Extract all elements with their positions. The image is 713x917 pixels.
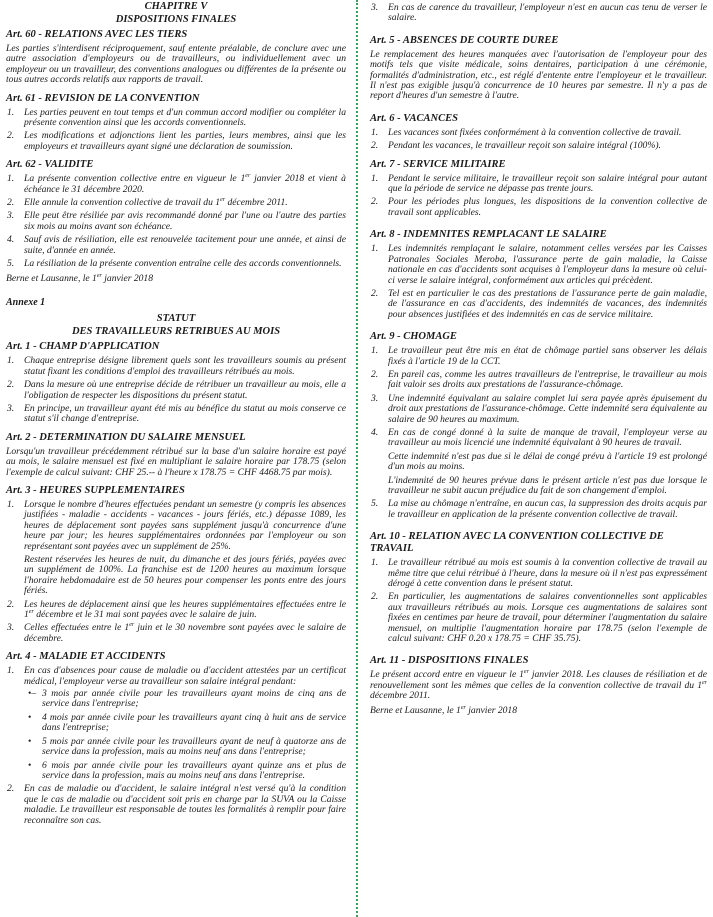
list-item [370, 174, 707, 195]
item-text: En cas d'absences pour cause de maladie ou d'accident attestées par un certificat médical, l'employeur verse au travailleur son salaire intégral pendant: [24, 665, 346, 687]
left-column [6, 0, 346, 829]
item-text: La mise au chômage n'entraîne, en aucun cas, la suppression des droits acquis par le travailleur en application de la présente convention collective de travail. [388, 498, 707, 520]
item-text: Les indemnités remplaçant le salaire, notamment celles versées par les Caisses Patronales Sociales Meroba, l'assurance perte de gain maladie, la Caisse nationale en cas d'accidents sont acquises à l'employeur dans la mesure où celui-ci verse le salaire intégral, conformément aux articles qui précèdent. [388, 243, 707, 286]
item-number: 3. [371, 392, 379, 404]
art7-heading: Art. 7 - SERVICE MILITAIRE [370, 158, 506, 170]
art11-text [370, 670, 707, 701]
item-text: décembre et le 31 mai sont payées avec le salaire de juin. [33, 609, 257, 621]
paragraph-text: décembre 2011. [370, 690, 431, 702]
list-item [6, 500, 346, 597]
chapter-title: DISPOSITIONS FINALES [115, 14, 237, 25]
list-item [6, 600, 346, 621]
art8-heading: Art. 8 - INDEMNITES REMPLACANT LE SALAIRE [370, 229, 607, 241]
list-item [6, 198, 346, 208]
paragraph-text: Le présent accord entre en vigueur le 1 [370, 669, 524, 681]
list-item [370, 197, 707, 218]
list-item [6, 784, 346, 826]
list-item [370, 499, 707, 520]
list-item [6, 666, 346, 781]
list-item [6, 380, 346, 401]
art4-heading: Art. 4 - MALADIE ET ACCIDENTS [6, 651, 166, 663]
list-item [6, 131, 346, 152]
item-number: 1. [371, 557, 379, 569]
right-column [370, 0, 707, 719]
item-text: Une indemnité équivalant au salaire complet lui sera payée après épuisement du droit aux prestations de l'assurance-chômage. Cette indemnité sera équivalente au salaire de 90 heures au maximum. [388, 392, 707, 425]
item-text: Pendant les vacances, le travailleur reçoit son salaire intégral (100%). [388, 140, 661, 152]
art3-list [6, 500, 346, 644]
statut-title: STATUT [156, 313, 196, 325]
item-number: 1. [371, 172, 379, 184]
item-subparagraph: L'indemnité de 90 heures prévue dans le présent article n'est pas due lorsque le travailleur ne subit aucun préjudice du fait de son changement d'emploi. [388, 474, 707, 496]
list-item [6, 259, 346, 269]
art61-heading: Art. 61 - REVISION DE LA CONVENTION [6, 92, 200, 104]
item-number: 3. [371, 2, 379, 13]
bullet-item [24, 713, 346, 734]
bullet-item [24, 737, 346, 758]
item-number: 2. [371, 140, 379, 152]
item-number: 1. [371, 345, 379, 357]
signature-line [370, 706, 707, 716]
superscript: er [460, 704, 466, 711]
item-text: Elle peut être résiliée par avis recommandé donné par l'une ou l'autre des parties six mois au moins avant son échéance. [24, 210, 346, 232]
item-number: 1. [371, 126, 379, 138]
list-item [370, 592, 707, 644]
item-number: 2. [7, 598, 15, 610]
list-item [370, 128, 707, 138]
bullet-icon: • [28, 711, 32, 723]
item-number: 1. [7, 665, 15, 677]
superscript: er [245, 173, 251, 180]
item-text: décembre 2011. [225, 197, 288, 209]
art10-list [370, 558, 707, 644]
item-text: Lorsque le nombre d'heures effectuées pendant un semestre (y compris les absences justifiées - maladie - accidents - vacances - jours fériés, etc.) dépasse 1089, les heures de déplacement sont payées sans supplément jusqu'à concurrence d'une heure par jour; les heures supplémentaires ordonnées par l'employeur ou son représentant sont payées avec un supplément de 25%. [24, 498, 346, 552]
item-text: En cas de maladie ou d'accident, le salaire intégral n'est versé qu'à la condition que le cas de maladie ou d'accident soit pris en charge par la SUVA ou la Caisse maladie. Le travailleur est responsable de toutes les formalités à remplir pour faire reconnaître son cas. [24, 783, 346, 826]
item-text: En pareil cas, comme les autres travailleurs de l'entreprise, le travailleur au mois fait valoir ses droits aux prestations de l'assurance-chômage. [388, 368, 707, 391]
item-text: Les modifications et adjonctions lient les parties, leurs membres, ainsi que les employeurs et travailleurs ayant signé une déclaration de soumission. [24, 130, 346, 152]
art2-text: Lorsqu'un travailleur précédemment rétribué sur la base d'un salaire horaire est payé au mois, le salaire mensuel est fixé en multipliant le salaire horaire par 178.75 (selon l'exemple de calcul suivant: CHF 25.-- à l'heure x 178.75 = CHF 4468.75 par mois). [6, 445, 346, 478]
item-text: Les heures de déplacement ainsi que les heures supplémentaires effectuées entre le 1 [24, 598, 346, 621]
item-number: 4. [7, 234, 15, 246]
list-item [370, 244, 707, 286]
item-text: Les parties peuvent en tout temps et d'un commun accord modifier ou compléter la présente convention ainsi que les accords conventionnels. [24, 106, 346, 129]
item-text: Tel est en particulier le cas des prestations de l'assurance perte de gain maladie, de l'assurance en cas d'accidents, des indemnités de vacances, des indemnités pour absences justifiées et des indemnités en cas de service militaire. [388, 287, 707, 320]
bullet-text: 5 mois par année civile pour les travailleurs ayant de neuf à quatorze ans de service dans la profession, mais au moins neuf ans dans l'entreprise; [42, 735, 346, 758]
superscript: er [702, 679, 707, 686]
item-text: Les vacances sont fixées conformément à la convention collective de travail. [388, 126, 682, 138]
list-item [6, 235, 346, 256]
item-number: 1. [7, 355, 15, 367]
superscript: er [220, 196, 226, 203]
list-item [370, 346, 707, 367]
item-number: 1. [371, 243, 379, 255]
list-item [6, 623, 346, 644]
art60-text: Les parties s'interdisent réciproquement, sauf entente préalable, de conclure avec une autre association d'employeurs ou de travailleurs, ou individuellement avec un employeur ou un travailleur, des conventions analogues ou différentes de la présente ou tous autres accords relatifs aux rapports de travail. [6, 43, 346, 86]
art61-list [6, 108, 346, 153]
list-item [6, 108, 346, 129]
signature-text: janvier 2018 [101, 272, 154, 284]
list-item [370, 3, 707, 24]
superscript: er [28, 608, 34, 615]
column-divider [356, 0, 358, 917]
item-number: 1. [7, 173, 15, 185]
bullet-item [24, 761, 346, 782]
item-number: 2. [371, 287, 379, 299]
art4-list [6, 666, 346, 826]
item-text: En cas de congé donné à la suite de manque de travail, l'employeur verse au travailleur au mois licencié une indemnité équivalant à 90 heures de travail. [388, 426, 707, 449]
item-number: 2. [7, 783, 15, 795]
signature-text: Berne et Lausanne, le 1 [370, 704, 461, 716]
item-number: 5. [7, 258, 15, 270]
art60-heading: Art. 60 - RELATIONS AVEC LES TIERS [6, 29, 188, 40]
item-text: Celles effectuées entre le 1 [24, 622, 130, 634]
item-text: janvier 2018 et vient à échéance le 31 décembre 2020. [24, 173, 346, 195]
superscript: er [96, 272, 102, 279]
art2-heading: Art. 2 - DETERMINATION DU SALAIRE MENSUEL [6, 431, 246, 443]
chapter-number: CHAPITRE V [144, 1, 208, 12]
art11-heading: Art. 11 - DISPOSITIONS FINALES [370, 655, 529, 667]
item-number: 2. [7, 379, 15, 391]
bullet-icon: • [28, 735, 32, 747]
list-item [370, 141, 707, 151]
item-number: 2. [7, 197, 15, 209]
item-number: 2. [7, 130, 15, 142]
art8-list [370, 244, 707, 320]
item-text: En particulier, les augmentations de salaires conventionnelles sont applicables aux travailleurs rétribués au mois. Lorsque ces augmentations de salaires sont fixées en centimes par heure de travail, pour déterminer l'augmentation du salaire mensuel, on multiplie l'augmentation horaire par 178.75 (selon l'exemple de calcul suivant: CHF 0.20 x 178.75 = CHF 35.75). [388, 591, 707, 645]
art1-list [6, 356, 346, 424]
paragraph-text: janvier 2018. Les clauses de résiliation et de renouvellement sont les mêmes que celles de la convention collective de travail du 1 [370, 669, 707, 691]
signature-line [6, 274, 346, 284]
art9-list [370, 346, 707, 520]
item-text: juin et le 30 novembre sont payées avec le salaire de décembre. [24, 622, 346, 644]
item-number: 3. [7, 622, 15, 634]
bullet-icon: • [28, 759, 32, 771]
art1-heading: Art. 1 - CHAMP D'APPLICATION [6, 341, 160, 353]
list-item [370, 558, 707, 589]
item-text: Elle annule la convention collective de travail du 1 [24, 197, 221, 209]
bullet-text: 6 mois par année civile pour les travailleurs ayant quinze ans et plus de service dans la profession, mais au moins neuf ans dans l'entreprise. [42, 759, 346, 781]
item-number: 2. [371, 591, 379, 603]
list-item [370, 370, 707, 391]
item-number: 5. [371, 498, 379, 510]
list-item [370, 289, 707, 320]
item-text: En principe, un travailleur ayant été mis au bénéfice du statut au mois conserve ce statut s'il change d'entreprise. [24, 402, 346, 425]
item-text: Le travailleur rétribué au mois est soumis à la convention collective de travail au même titre que celui rétribué à l'heure, dans la mesure où il n'est pas expressément dérogé à cette convention dans le présent statut. [388, 557, 707, 590]
list-item [6, 356, 346, 377]
item-subparagraph: Cette indemnité n'est pas due si le délai de congé prévu à l'article 19 est prolongé d'un mois au moins. [388, 450, 707, 473]
superscript: er [129, 622, 135, 629]
item-number: 2. [371, 368, 379, 380]
item-number: 3. [7, 210, 15, 222]
annex-label: Annexe 1 [6, 296, 46, 308]
item-text: Le travailleur peut être mis en état de chômage partiel sans observer les délais fixés à l'article 19 de la CCT. [388, 345, 707, 367]
item-number: 4. [371, 426, 379, 438]
list-item [6, 404, 346, 425]
bullet-text: 3 mois par année civile pour les travailleurs ayant moins de cinq ans de service dans l'entreprise; [42, 688, 346, 710]
list-item [370, 428, 707, 496]
statut-subtitle: DES TRAVAILLEURS RETRIBUES AU MOIS [71, 326, 281, 338]
signature-text: janvier 2018 [465, 704, 518, 716]
bullet-list [24, 689, 346, 781]
item-number: 3. [7, 402, 15, 414]
bullet-text: 4 mois par année civile pour les travailleurs ayant cinq à huit ans de service dans l'entreprise; [42, 711, 346, 734]
art6-list [370, 128, 707, 152]
item-number: 2. [371, 196, 379, 208]
item-text: Sauf avis de résiliation, elle est renouvelée tacitement pour une année, et ainsi de suite, d'année en année. [24, 234, 346, 256]
item-number: 1. [7, 498, 15, 510]
art6-heading: Art. 6 - VACANCES [370, 112, 458, 124]
item-text: Dans la mesure où une entreprise décide de rétribuer un travailleur au mois, elle a l'obligation de respecter les dispositions du présent statut. [24, 379, 346, 401]
item-text: La résiliation de la présente convention entraîne celle des accords conventionnels. [24, 258, 342, 270]
art62-list [6, 174, 346, 269]
art7-list [370, 174, 707, 219]
signature-text: Berne et Lausanne, le 1 [6, 272, 97, 284]
art5-text: Le remplacement des heures manquées avec l'autorisation de l'employeur pour des motifs tels que visite médicale, soins dentaires, participation à une cérémonie, formalités d'administration, etc., est réglé d'entente entre l'employeur et le travailleur. Il n'est pas exigible jusqu'à concurrence de 10 heures par semestre. Il n'y a pas de report d'heures d'un semestre à l'autre. [370, 48, 707, 102]
list-item [6, 174, 346, 195]
item-text: En cas de carence du travailleur, l'employeur n'est en aucun cas tenu de verser le salaire. [388, 2, 707, 24]
item-text: Chaque entreprise désigne librement quels sont les travailleurs soumis au présent statut fixant les conditions d'emploi des travailleurs rétribués au mois. [24, 355, 346, 377]
art9-heading: Art. 9 - CHOMAGE [370, 331, 457, 343]
bullet-item [24, 689, 346, 710]
art3-heading: Art. 3 - HEURES SUPPLEMENTAIRES [6, 484, 185, 496]
art4-continued-list [370, 3, 707, 24]
item-text: Pour les périodes plus longues, les dispositions de la convention collective de travail sont applicables. [388, 196, 707, 218]
bullet-icon: •– [28, 688, 37, 700]
art10-heading: Art. 10 - RELATION AVEC LA CONVENTION COLLECTIVE DE TRAVAIL [370, 531, 664, 555]
superscript: er [523, 669, 529, 676]
item-subparagraph: Restent réservées les heures de nuit, du dimanche et des jours fériés, payées avec un supplément de 100%. La franchise est de 1200 heures au maximum lorsque l'horaire hebdomadaire est de 50 heures pour compenser les ponts entre des jours fériés. [24, 554, 346, 597]
item-number: 1. [7, 106, 15, 118]
art5-heading: Art. 5 - ABSENCES DE COURTE DUREE [370, 34, 559, 46]
item-text: La présente convention collective entre en vigueur le 1 [24, 173, 246, 185]
list-item [370, 394, 707, 425]
art62-heading: Art. 62 - VALIDITE [6, 159, 94, 171]
item-text: Pendant le service militaire, le travailleur reçoit son salaire intégral pour autant que la période de service ne dépasse pas trente jours. [388, 172, 707, 195]
list-item [6, 211, 346, 232]
